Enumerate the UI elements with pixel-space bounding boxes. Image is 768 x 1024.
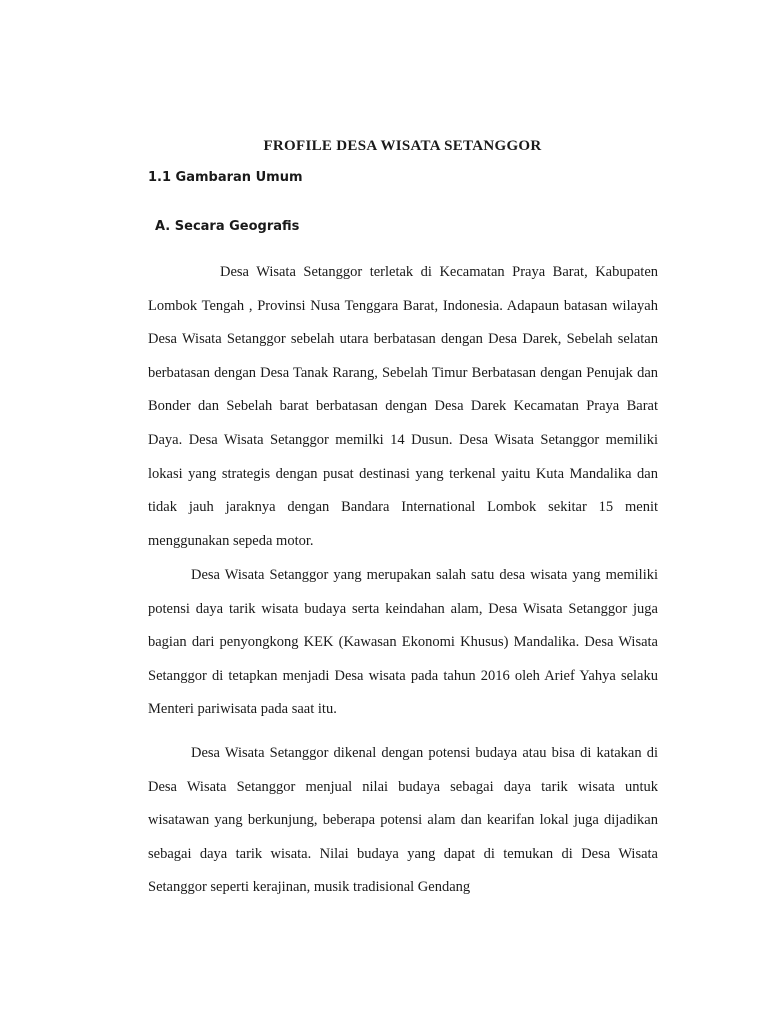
document-title: FROFILE DESA WISATA SETANGGOR: [263, 138, 542, 154]
subsection-heading: A. Secara Geografis: [155, 219, 300, 234]
paragraph-tourism-status: Desa Wisata Setanggor yang merupakan salah satu desa wisata yang memiliki potensi daya tarik wisata budaya serta keindahan alam, Desa Wisata Setanggor juga bagian dari penyongkong KEK (Kawasan Ekonomi Khusus) Mandalika. Desa Wisata Setanggor di tetapkan menjadi Desa wisata pada tahun 2016 oleh Arief Yahya selaku Menteri pariwisata pada saat itu.: [148, 567, 658, 718]
paragraph-culture: Desa Wisata Setanggor dikenal dengan potensi budaya atau bisa di katakan di Desa Wisata Setanggor menjual nilai budaya sebagai daya tarik wisata untuk wisatawan yang berkunjung, beberapa potensi alam dan kearifan lokal juga dijadikan sebagai daya tarik wisata. Nilai budaya yang dapat di temukan di Desa Wisata Setanggor seperti kerajinan, musik tradisional Gendang: [148, 745, 658, 896]
paragraph-geography: Desa Wisata Setanggor terletak di Kecamatan Praya Barat, Kabupaten Lombok Tengah , Provinsi Nusa Tenggara Barat, Indonesia. Adapaun batasan wilayah Desa Wisata Setanggor sebelah utara berbatasan dengan Desa Darek, Sebelah selatan berbatasan dengan Desa Tanak Rarang, Sebelah Timur Berbatasan dengan Penujak dan Bonder dan Sebelah barat berbatasan dengan Desa Darek Kecamatan Praya Barat Daya. Desa Wisata Setanggor memilki 14 Dusun. Desa Wisata Setanggor memiliki lokasi yang strategis dengan pusat destinasi yang terkenal yaitu Kuta Mandalika dan tidak jauh jaraknya dengan Bandara International Lombok sekitar 15 menit menggunakan sepeda motor.: [148, 264, 658, 549]
section-heading: 1.1 Gambaran Umum: [148, 170, 303, 185]
